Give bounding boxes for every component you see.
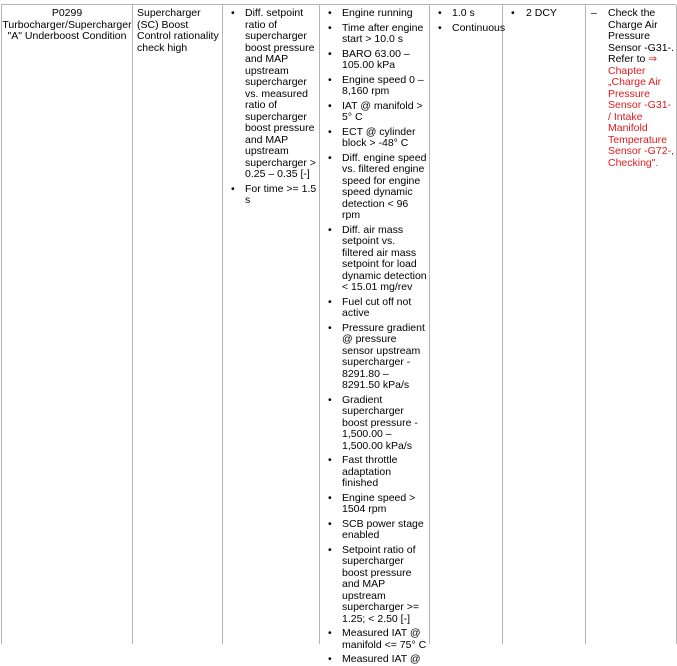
mil-list	[503, 5, 585, 20]
dtc-table	[1, 4, 676, 665]
condition-item-text: Engine speed 0 – 8,160 rpm	[342, 73, 424, 97]
condition-item-text: SCB power stage enabled	[342, 517, 424, 541]
condition-item	[320, 654, 429, 666]
condition-item	[320, 75, 429, 98]
condition-item-text: Gradient supercharger boost pressure - 1,500.00 – 1,500.00 kPa/s	[342, 393, 418, 452]
condition-item-text: Measured IAT @ manifold <= 75° C	[342, 627, 427, 651]
bullet-icon: •	[231, 7, 235, 19]
mil-item-text: 2 DCY	[526, 7, 557, 19]
condition-item	[320, 395, 429, 453]
bullet-icon: •	[511, 7, 515, 19]
condition-item-text: IAT @ manifold > 5° C	[342, 99, 423, 123]
bullet-icon: •	[328, 21, 332, 34]
condition-item-text: Pressure gradient @ pressure sensor upstream supercharger - 8291.80 – 8291.50 kPa/s	[342, 321, 425, 391]
condition-item	[320, 323, 429, 392]
bullet-icon: •	[328, 99, 332, 112]
condition-item-text: Setpoint ratio of supercharger boost pressure and MAP upstream supercharger >= 1.25; < 2.50 [-]	[342, 543, 420, 625]
threshold-item	[223, 8, 319, 181]
bullet-icon: •	[438, 21, 442, 34]
mil-cell	[503, 5, 586, 644]
condition-item	[320, 455, 429, 490]
time-item	[430, 21, 506, 35]
condition-item	[320, 49, 429, 72]
condition-item	[320, 545, 429, 626]
condition-item	[320, 127, 429, 150]
condition-item	[320, 297, 429, 320]
threshold-item-text: Diff. setpoint ratio of supercharger boost pressure and MAP upstream supercharger vs. measured ratio of supercharger boost pressure and MAP upstream supercharger > 0.25 – 0.35 [-]	[245, 7, 316, 180]
bullet-icon: •	[328, 393, 332, 406]
condition-item	[320, 8, 429, 20]
repair-text: Check the Charge Air Pressure Sensor -G31-. Refer to	[608, 7, 674, 65]
bullet-icon: •	[328, 47, 332, 60]
condition-item-text: BARO 63.00 – 105.00 kPa	[342, 47, 410, 71]
repair-dash: –	[591, 7, 597, 19]
dtc-code: P0299	[51, 7, 83, 19]
time-item-text: Continuous	[452, 21, 506, 34]
repair-instructions	[586, 5, 676, 169]
thresholds-list	[223, 5, 319, 207]
bullet-icon: •	[328, 295, 332, 308]
thresholds-cell	[223, 5, 320, 644]
bullet-icon: •	[328, 73, 332, 86]
mil-item	[503, 8, 585, 20]
condition-item-text: Diff. air mass setpoint vs. filtered air mass setpoint for load dynamic detection < 15.01 mg/rev	[342, 223, 427, 293]
bullet-icon: •	[328, 7, 332, 19]
dtc-code-cell	[2, 5, 133, 644]
condition-item	[320, 225, 429, 294]
description-text: Supercharger (SC) Boost Control rationality check high	[137, 7, 219, 54]
threshold-item	[223, 184, 319, 207]
condition-item-text: Fuel cut off not active	[342, 295, 412, 319]
bullet-icon: •	[328, 543, 332, 556]
dtc-name-line1: Turbocharger/Supercharger	[2, 18, 132, 31]
condition-item-text: Fast throttle adaptation finished	[342, 454, 398, 489]
bullet-icon: •	[328, 151, 332, 164]
time-item-text: 1.0 s	[452, 7, 475, 19]
condition-item	[320, 23, 429, 46]
bullet-icon: •	[231, 182, 235, 195]
condition-item-text: Engine speed > 1504 rpm	[342, 491, 416, 515]
chapter-link[interactable]: ⇒ Chapter „Charge Air Pressure Sensor -G31- / Intake Manifold Temperature Sensor -G72-, Checking".	[608, 53, 674, 169]
bullet-icon: •	[328, 223, 332, 236]
condition-item-text: Measured IAT @	[342, 653, 421, 665]
bullet-icon: •	[328, 491, 332, 504]
condition-item-text: Engine running	[342, 7, 413, 19]
condition-item	[320, 628, 429, 651]
bullet-icon: •	[438, 7, 442, 19]
condition-item-text: Time after engine start > 10.0 s	[342, 21, 424, 45]
bullet-icon: •	[328, 517, 332, 530]
condition-item	[320, 519, 429, 542]
bullet-icon: •	[328, 321, 332, 334]
time-list	[430, 5, 506, 34]
condition-item-text: ECT @ cylinder block > -48° C	[342, 125, 416, 149]
conditions-list	[320, 5, 429, 666]
threshold-item-text: For time >= 1.5 s	[245, 182, 317, 206]
time-item	[430, 8, 502, 20]
description-cell	[133, 5, 223, 644]
bullet-icon: •	[328, 125, 332, 138]
dtc-name-line2: "A" Underboost Condition	[7, 30, 127, 42]
condition-item	[320, 153, 429, 222]
conditions-cell	[320, 5, 430, 665]
time-cell	[430, 5, 506, 644]
bullet-icon: •	[328, 627, 332, 639]
condition-item	[320, 493, 429, 516]
condition-item	[320, 101, 429, 124]
bullet-icon: •	[328, 454, 332, 466]
bullet-icon: •	[328, 653, 332, 665]
condition-item-text: Diff. engine speed vs. filtered engine speed for engine speed dynamic detection < 96 rpm	[342, 151, 427, 221]
repair-cell	[586, 5, 677, 644]
